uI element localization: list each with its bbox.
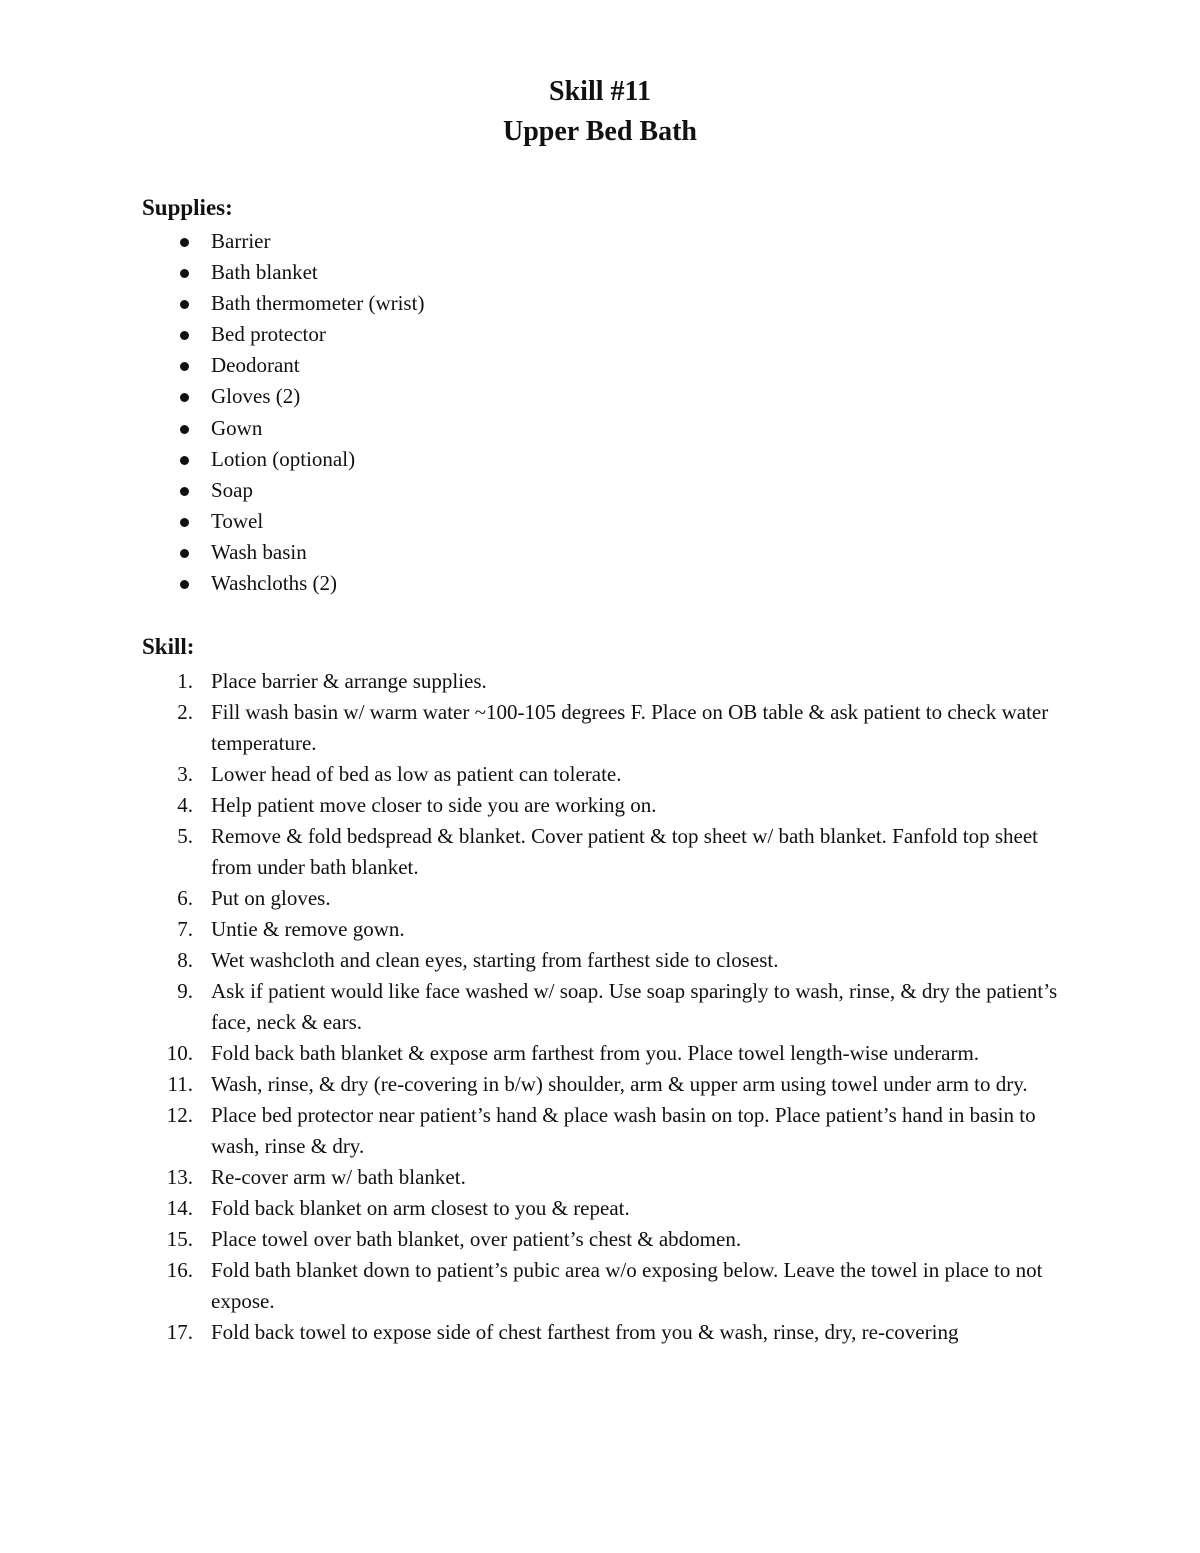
step-number: 7. [177,917,193,941]
step-text: Fold bath blanket down to patient’s pubic area w/o exposing below. Leave the towel in place to not expose. [211,1258,1043,1313]
skill-number: Skill #11 [549,76,651,107]
bullet-icon [180,331,189,340]
step-number: 11. [167,1072,193,1096]
skill-step [142,945,1062,976]
step-number: 17. [166,1320,193,1344]
step-text: Re-cover arm w/ bath blanket. [211,1165,466,1189]
step-text: Fold back towel to expose side of chest farthest from you & wash, rinse, dry, re-covering [211,1320,959,1344]
step-number: 12. [166,1103,193,1127]
skill-step [142,666,1062,697]
bullet-icon [180,580,189,589]
step-number: 9. [177,979,193,1003]
supply-item [142,319,424,350]
supply-item [142,226,424,257]
skill-steps-list [142,666,1062,1348]
step-number: 14. [166,1196,193,1220]
step-number: 15. [166,1227,193,1251]
page-title: Upper Bed Bath [503,116,697,147]
supply-item-label: Bed protector [211,322,326,347]
supply-item [142,537,424,568]
step-number: 3. [177,762,193,786]
skill-step [142,1193,1062,1224]
step-number: 6. [177,886,193,910]
step-text: Fill wash basin w/ warm water ~100-105 degrees F. Place on OB table & ask patient to check water temperature. [211,700,1049,755]
supply-item [142,257,424,288]
step-number: 2. [177,700,193,724]
step-number: 1. [177,669,193,693]
supply-item [142,506,424,537]
skill-step [142,1255,1062,1317]
step-text: Ask if patient would like face washed w/ soap. Use soap sparingly to wash, rinse, & dry the patient’s face, neck & ears. [211,979,1058,1034]
step-text: Remove & fold bedspread & blanket. Cover patient & top sheet w/ bath blanket. Fanfold top sheet from under bath blanket. [211,824,1038,879]
step-number: 13. [166,1165,193,1189]
supply-item-label: Bath thermometer (wrist) [211,291,425,316]
supply-item [142,444,424,475]
skill-step [142,1069,1062,1100]
skill-step [142,1100,1062,1162]
bullet-icon [180,238,189,247]
bullet-icon [180,487,189,496]
supply-item-label: Lotion (optional) [211,446,356,471]
supply-item-label: Gloves (2) [211,384,301,409]
bullet-icon [180,456,189,465]
step-text: Lower head of bed as low as patient can tolerate. [211,762,622,786]
supply-item-label: Barrier [211,229,271,253]
bullet-icon [180,518,189,527]
supply-item-label: Gown [211,415,263,440]
step-text: Place towel over bath blanket, over patient’s chest & abdomen. [211,1227,742,1251]
supply-item-label: Bath blanket [211,260,318,285]
supply-item-label: Deodorant [211,353,300,378]
skill-step [142,883,1062,914]
step-text: Help patient move closer to side you are working on. [211,793,657,817]
step-number: 8. [177,948,193,972]
supply-item-label: Soap [211,477,253,502]
supply-item-label: Wash basin [211,539,307,564]
supply-item [142,350,424,381]
skill-heading: Skill: [142,634,195,659]
bullet-icon [180,362,189,371]
bullet-icon [180,393,189,402]
skill-step [142,697,1062,759]
supply-item-label: Towel [211,508,264,533]
supply-item [142,475,424,506]
supplies-list [142,226,424,599]
bullet-icon [180,300,189,309]
skill-step [142,790,1062,821]
supply-item-label: Washcloths (2) [211,571,338,596]
step-text: Place bed protector near patient’s hand & place wash basin on top. Place patient’s hand in basin to wash, rinse & dry. [211,1103,1036,1158]
step-number: 5. [177,824,193,848]
step-text: Put on gloves. [211,886,331,910]
step-text: Untie & remove gown. [211,917,405,941]
supply-item [142,288,424,319]
supplies-heading: Supplies: [142,195,233,220]
supply-item [142,413,424,444]
step-text: Wash, rinse, & dry (re-covering in b/w) shoulder, arm & upper arm using towel under arm to dry. [211,1072,1028,1096]
step-text: Place barrier & arrange supplies. [211,669,487,693]
step-text: Wet washcloth and clean eyes, starting from farthest side to closest. [211,948,779,972]
bullet-icon [180,425,189,434]
skill-step [142,1162,1062,1193]
skill-step [142,976,1062,1038]
skill-step [142,1224,1062,1255]
skill-step [142,1038,1062,1069]
bullet-icon [180,549,189,558]
step-number: 16. [166,1258,193,1282]
step-text: Fold back bath blanket & expose arm farthest from you. Place towel length-wise underarm. [211,1041,980,1065]
bullet-icon [180,269,189,278]
step-number: 10. [166,1041,193,1065]
skill-step [142,821,1062,883]
supply-item [142,568,424,599]
step-text: Fold back blanket on arm closest to you & repeat. [211,1196,630,1220]
document-header [0,72,1200,152]
supply-item [142,381,424,412]
skill-step [142,1317,1062,1348]
step-number: 4. [177,793,193,817]
skill-step [142,914,1062,945]
skill-step [142,759,1062,790]
